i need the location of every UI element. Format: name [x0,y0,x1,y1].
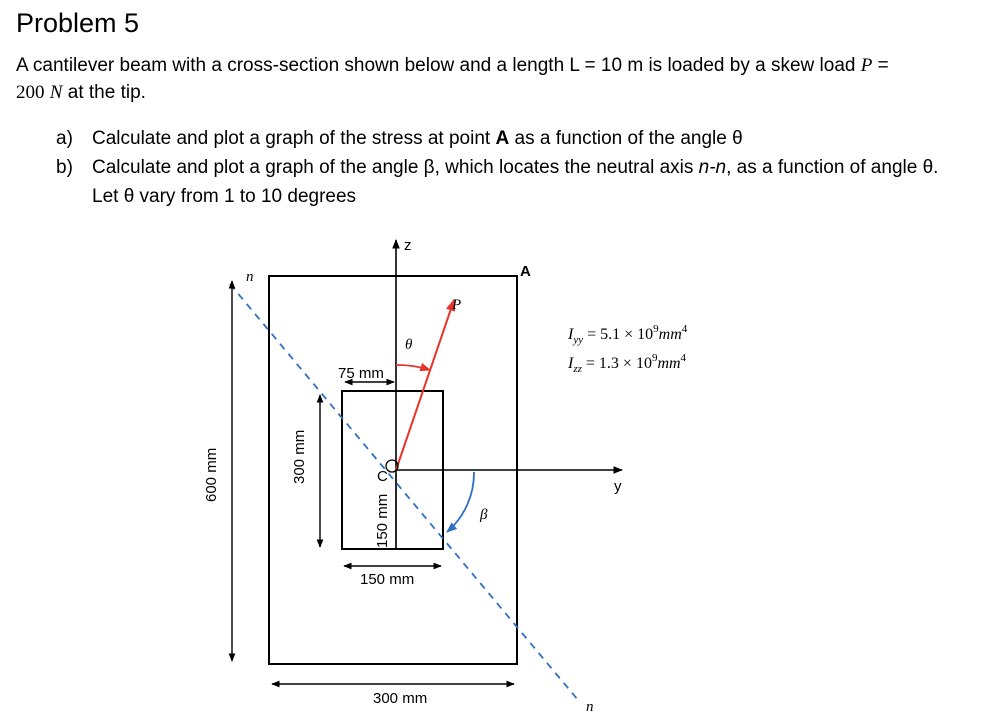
dim-75-label: 75 mm [338,365,384,382]
theta-arc [396,365,430,370]
iyy-exponent: 9 [653,323,659,335]
task-b-pre: Calculate and plot a graph of the angle β, which locates the neutral axis [92,157,694,178]
task-a-post: as a function of the angle θ [514,128,743,149]
load-value: 200 [16,82,45,103]
izz-value: = 1.3 × 10 [585,355,652,372]
task-letter: a) [56,128,73,149]
iyy-symbol: I [568,326,574,343]
iyy-text [567,323,688,346]
izz-unit-exponent: 4 [680,352,687,364]
neutral-axis-top-label: n [246,269,254,285]
point-a-label: A [520,263,531,280]
statement-text: A cantilever beam with a cross-section shown below and a length L = 10 m is loaded by a skew load [16,55,856,76]
theta-label: θ [405,337,413,353]
dim-150-width-label: 150 mm [360,571,415,588]
equals-sign: = [877,55,889,76]
izz-subscript: zz [573,363,582,375]
iyy-unit: mm [658,326,682,343]
task-b-post: , as a function of angle θ. Let θ vary from 1 to 10 degrees [92,157,939,207]
task-b-axis: n-n [698,157,727,178]
task-letter: b) [56,157,73,178]
load-arrow [396,300,454,470]
iyy-value: = 5.1 × 10 [587,326,654,343]
iyy-unit-exponent: 4 [681,323,688,335]
iyy-subscript: yy [573,334,584,346]
izz-exponent: 9 [651,352,658,364]
y-axis-label: y [614,478,622,495]
problem-title: Problem 5 [16,8,140,38]
izz-unit: mm [657,355,681,372]
neutral-axis [230,284,578,700]
beta-label: β [480,507,488,523]
statement-tail: at the tip. [67,82,146,103]
izz-text [567,352,687,375]
dim-150-vertical-label: 150 mm [374,493,391,548]
task-a-point: A [495,128,510,149]
dim-300-width-label: 300 mm [373,690,428,707]
centroid-label: C [377,468,388,485]
dim-600-label: 600 mm [203,447,220,502]
dim-300-vertical-label: 300 mm [291,429,308,484]
load-symbol: P [860,55,873,76]
task-a-pre: Calculate and plot a graph of the stress at point [92,128,491,149]
izz-symbol: I [568,355,574,372]
beta-arc [447,472,474,532]
neutral-axis-bottom-label: n [586,699,594,715]
load-label: P [452,297,462,313]
load-unit: N [49,82,63,103]
z-axis-label: z [404,237,412,254]
